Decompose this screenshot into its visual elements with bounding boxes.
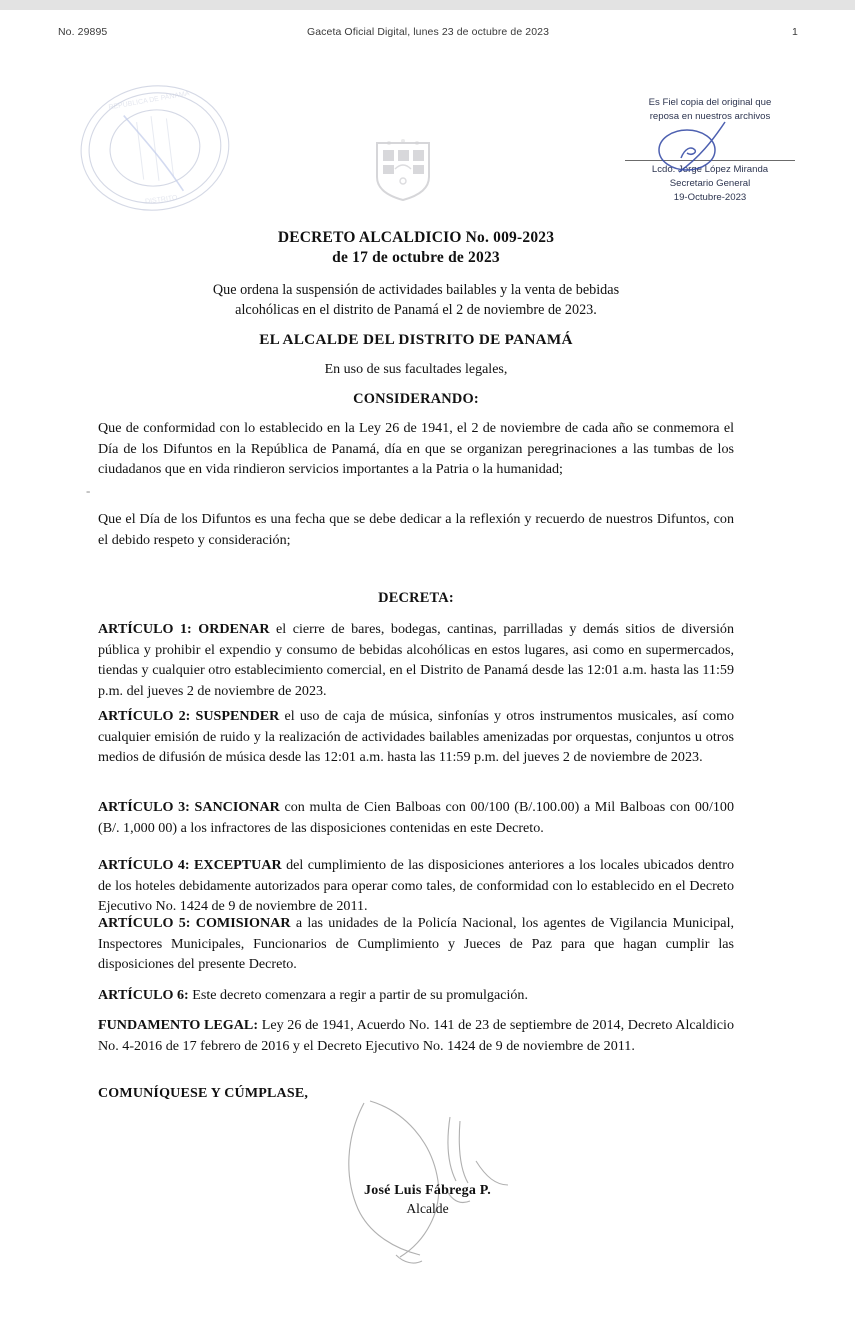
decree-title-line-1: DECRETO ALCALDICIO No. 009-2023 <box>277 229 555 246</box>
article-2 <box>98 706 734 768</box>
article-1-label: ARTÍCULO 1: ORDENAR <box>98 621 270 637</box>
gazette-number: No. 29895 <box>58 26 108 38</box>
article-5-text: a las unidades de la Policía Nacional, los agentes de Vigilancia Municipal, Inspectores Municipales, Funcionarios de Cumplimiento y Jueces de Paz para que hagan cumplir las disposiciones del presente Decreto. <box>98 915 735 973</box>
authority-subheading: En uso de sus facultades legales, <box>324 362 508 377</box>
republic-official-seal-icon <box>63 72 248 225</box>
svg-text:REPUBLICA DE PANAMA: REPUBLICA DE PANAMA <box>108 90 191 112</box>
gazette-title: Gaceta Oficial Digital, lunes 23 de octubre de 2023 <box>306 26 550 38</box>
article-3-label: ARTÍCULO 3: SANCIONAR <box>98 799 280 815</box>
authority-heading: EL ALCALDE DEL DISTRITO DE PANAMÁ <box>259 331 573 348</box>
article-5-label: ARTÍCULO 5: COMISIONAR <box>98 915 291 931</box>
decrees-heading: DECRETA: <box>378 590 454 606</box>
article-2-text: el uso de caja de música, sinfonías y otros instrumentos musicales, así como cualquier emisión de ruido y la realización de actividades bailables amenizadas por orquestas, conjuntos u otros medios de difusión de música desde las 12:01 a.m. hasta las 11:59 p.m. del jueves 2 de noviembre de 2023. <box>98 708 734 766</box>
document-header <box>58 26 798 42</box>
article-4 <box>98 855 734 917</box>
svg-text:DISTRITO: DISTRITO <box>144 194 178 206</box>
certification-date: 19-Octubre-2023 <box>673 191 747 203</box>
municipal-coat-of-arms-icon <box>367 137 439 203</box>
article-6-text: Este decreto comenzara a regir a partir de su promulgación. <box>188 987 529 1003</box>
certifier-role: Secretario General <box>669 177 751 189</box>
scan-margin-artifact: - <box>86 483 91 498</box>
decree-subject <box>98 281 734 320</box>
legal-basis-text: Ley 26 de 1941, Acuerdo No. 141 de 23 de septiembre de 2014, Decreto Alcaldicio No. 4-2016 de 17 febrero de 2016 y el Decreto Ejecutivo No. 1424 de 9 de noviembre de 2011. <box>98 1017 734 1054</box>
signatory-name: José Luis Fábrega P. <box>364 1183 491 1198</box>
certifier-name: Lcdo. Jorge López Miranda <box>651 163 769 175</box>
legal-basis-label: FUNDAMENTO LEGAL: <box>98 1017 259 1033</box>
signatory-role: Alcalde <box>406 1201 449 1216</box>
article-3 <box>98 797 734 838</box>
article-5 <box>98 913 734 975</box>
article-6-label: ARTÍCULO 6: <box>98 987 189 1003</box>
closing-statement: COMUNÍQUESE Y CÚMPLASE, <box>98 1086 309 1101</box>
considering-paragraph-2: Que el Día de los Difuntos es una fecha que se debe dedicar a la reflexión y recuerdo de nuestros Difuntos, con el debido respeto y consideración; <box>98 511 734 548</box>
certification-rule <box>625 160 795 161</box>
article-2-label: ARTÍCULO 2: SUSPENDER <box>98 708 280 724</box>
certification-block <box>625 96 795 205</box>
decree-subject-line-2: alcohólicas en el distrito de Panamá el 2 de noviembre de 2023. <box>235 301 597 318</box>
article-3-text: con multa de Cien Balboas con 00/100 (B/.100.00) a Mil Balboas con 00/100 (B/. 1,000 00) a los infractores de las disposiciones contenidas en este Decreto. <box>98 799 734 836</box>
considering-heading: CONSIDERANDO: <box>353 391 479 407</box>
page-number: 1 <box>792 26 798 38</box>
certification-note-line-2: reposa en nuestros archivos <box>649 110 771 122</box>
article-4-text: del cumplimiento de las disposiciones anteriores a los locales ubicados dentro de los hoteles debidamente autorizados para operar como tales, de conformidad con lo establecido en el Decreto Ejecutivo No. 1424 de 9 de noviembre de 2011. <box>98 857 734 915</box>
certification-note-line-1: Es Fiel copia del original que <box>648 97 772 108</box>
article-4-label: ARTÍCULO 4: EXCEPTUAR <box>98 857 282 873</box>
article-1-text: el cierre de bares, bodegas, cantinas, parrilladas y demás sitios de diversión pública y prohibir el expendio y consumo de bebidas alcohólicas en estos lugares, asi como en supermercados, tiendas y cualquier otro establecimiento comercial, en el Distrito de Panamá desde las 12:01 a.m. hasta las 11:59 p.m. del jueves 2 de noviembre de 2023. <box>98 621 734 700</box>
certification-signature-area <box>625 124 795 158</box>
decree-title <box>98 228 734 268</box>
article-1 <box>98 619 734 702</box>
legal-basis <box>98 1015 734 1056</box>
decree-subject-line-1: Que ordena la suspensión de actividades bailables y la venta de bebidas <box>212 282 620 298</box>
article-6 <box>98 985 734 1006</box>
considering-paragraph-1: Que de conformidad con lo establecido en la Ley 26 de 1941, el 2 de noviembre de cada año se conmemora el Día de los Difuntos en la República de Panamá, día en que se organizan peregrinaciones a las tumbas de los ciudadanos que en vida rindieron servicios importantes a la Patria o la humanidad; <box>98 420 734 478</box>
decree-title-line-2: de 17 de octubre de 2023 <box>332 249 500 267</box>
